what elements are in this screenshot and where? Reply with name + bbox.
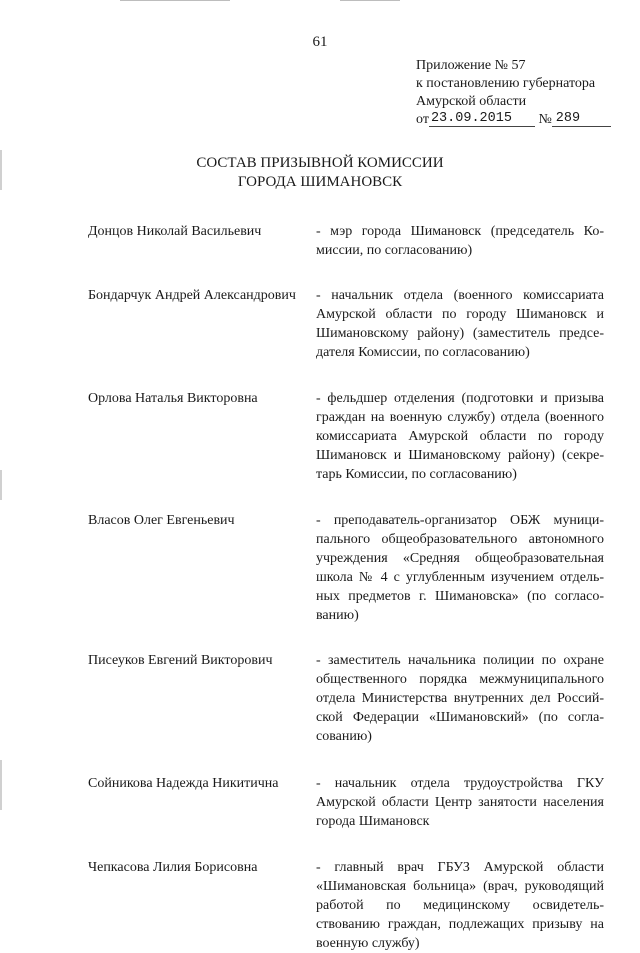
member-name: Бондарчук Андрей Александрович — [88, 288, 296, 303]
member-name: Орлова Наталья Викторовна — [88, 391, 258, 406]
scan-edge-mark — [0, 760, 2, 810]
member-role: - преподаватель-организатор ОБЖ муниципального общеобразовательного автономного учреждения «Средняя общеобразовательная школа № 4 с углубленным изучением отдельных предметов г. Шимановска» (по согласованию) — [316, 513, 604, 623]
roster-entry — [88, 389, 604, 484]
decree-number: 289 — [552, 112, 611, 127]
number-prefix: № — [538, 112, 552, 127]
member-role: - начальник отдела (военного комиссариата Амурской области по городу Шимановск и Шимановскому району) (заместитель председателя Комиссии, по согласованию) — [316, 288, 604, 360]
member-name: Чепкасова Лилия Борисовна — [88, 860, 258, 875]
roster-entry — [88, 222, 604, 260]
roster-entry — [88, 774, 604, 831]
title-line-2: ГОРОДА ШИМАНОВСК — [237, 174, 403, 190]
roster-entry — [88, 511, 604, 625]
decree-date: 23.09.2015 — [429, 112, 535, 127]
member-role: - начальник отдела трудоустройства ГКУ Амурской области Центр занятости населения города Шимановск — [316, 776, 604, 829]
page-number: 61 — [312, 34, 328, 50]
appendix-reference: к постановлению губернатора — [416, 76, 596, 91]
appendix-title: Приложение № 57 — [416, 58, 526, 73]
document-title — [0, 154, 640, 192]
scan-edge-mark — [0, 470, 2, 500]
roster-entry — [88, 858, 604, 953]
scan-edge-mark — [340, 0, 400, 1]
member-name: Писеуков Евгений Викторович — [88, 653, 273, 668]
member-role: - главный врач ГБУЗ Амурской области «Шимановская больница» (врач, руководящий работой по медицинскому освидетельствованию граждан, подлежащих призыву на военную службу) — [316, 860, 604, 951]
appendix-header — [416, 57, 626, 129]
title-line-1: СОСТАВ ПРИЗЫВНОЙ КОМИССИИ — [196, 155, 444, 171]
appendix-region: Амурской области — [416, 94, 527, 109]
appendix-date-line — [416, 111, 626, 129]
member-role: - фельдшер отделения (подготовки и призыва граждан на военную службу) отдела (военного комиссариата Амурской области по городу Шимановск и Шимановскому району) (секретарь Комиссии, по согласованию) — [316, 391, 604, 482]
roster-entry — [88, 651, 604, 746]
member-name: Власов Олег Евгеньевич — [88, 513, 235, 528]
member-name: Сойникова Надежда Никитична — [88, 776, 279, 791]
commission-roster — [88, 222, 604, 953]
member-name: Донцов Николай Васильевич — [88, 224, 262, 239]
scan-edge-mark — [120, 0, 230, 1]
member-role: - мэр города Шимановск (председатель Комиссии, по согласованию) — [316, 224, 604, 258]
roster-entry — [88, 286, 604, 362]
date-prefix: от — [416, 112, 429, 127]
member-role: - заместитель начальника полиции по охране общественного порядка межмуниципального отдела Министерства внутренних дел Российской Федерации «Шимановский» (по согласованию) — [316, 653, 604, 744]
